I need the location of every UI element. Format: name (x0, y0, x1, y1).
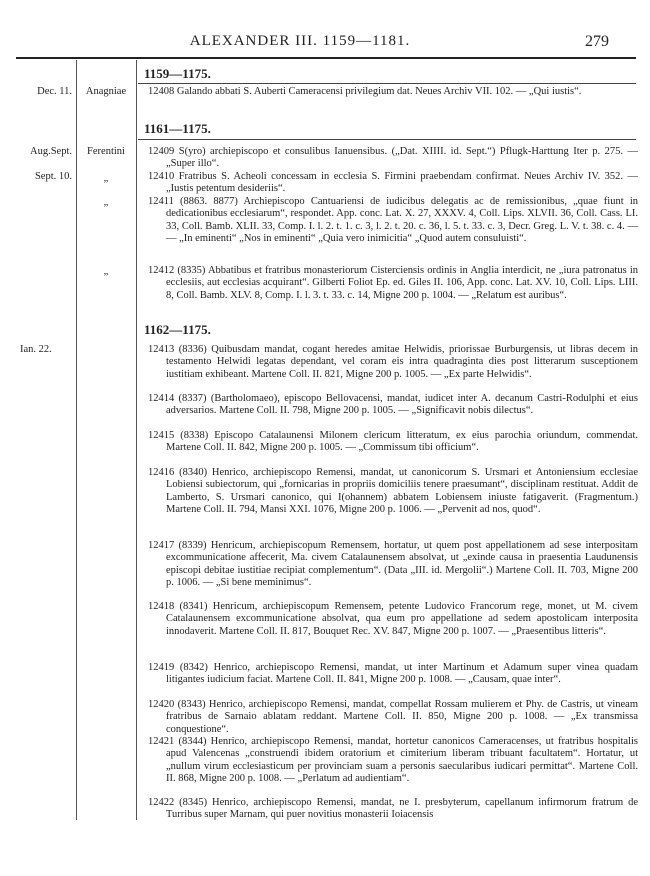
running-header (0, 0, 650, 60)
register-entry: 12421 (8344) Henrico, archiepiscopo Remensi, mandat, hortetur canonicos Cameracenses, ut fratribus hospitalis apud Valencenas „construendi ibidem oratorium et cimiterium liberam tribuant facultatem“. Hortatur, ut „nullum virum ecclesiasticum per provinciam suam a personis saecularibus iudicari permittat“. Martene Coll. II. 868, Migne 200 p. 1008. — „Perlatum ad audientiam“. (148, 736, 638, 784)
section-rule (138, 83, 636, 84)
register-entry: 12411 (8863. 8877) Archiepiscopo Cantuariensi de iudicibus delegatis ac de remissionibus, „quae fiunt in dedicationibus ecclesiarum“, respondet. App. conc. Lat. X. 27, XXXV. 4, Coll. Lips. XLVII. 36, Coll. Cass. LI. 33, Coll. Bamb. XLII. 33, Comp. I. l. 2. t. 1. c. 3, l. 2. t. 20. c. 36, l. 5. t. 33. c. 3, Decr. Greg. L. V. t. 38. c. 4. — — „In eminenti“ „Nos in eminenti“ „Quia vero inimicitia“ „Quod autem consuluisti“. (148, 196, 638, 244)
register-entry: 12422 (8345) Henrico, archiepiscopo Remensi, mandat, ne I. presbyterum, capellanum infirmorum fratrum de Turribus super Marnam, qui puer novitius monasterii Ioiacensis (148, 797, 638, 821)
section-heading: 1162—1175. (144, 322, 211, 337)
register-entry: 12420 (8343) Henrico, archiepiscopo Remensi, mandat, compellat Rossam mulierem et Phy. de Castris, ut vineam fratribus de Sarnaio ablatam reddant. Martene Coll. II. 850, Migne 200 p. 1008. — „Ex transmissa conquestione“. (148, 699, 638, 735)
register-entry: 12414 (8337) (Bartholomaeo), episcopo Bellovacensi, mandat, iudicet inter A. decanum Castri-Rodulphi et eius adversarios. Martene Coll. II. 798, Migne 200 p. 1005. — „Significavit nobis dilectus“. (148, 393, 638, 417)
section-heading: 1159—1175. (144, 66, 211, 81)
entry-date: Sept. 10. (34, 171, 72, 182)
page-number: 279 (585, 33, 609, 50)
register-entry: 12412 (8335) Abbatibus et fratribus monasteriorum Cisterciensis ordinis in Anglia interdicit, ne „iura patronatus in ecclesiis, aut ecclesias acquirant“. Gilberti Foliot Ep. ed. Giles II. 106, App. conc. Lat. XV. 10, Coll. Lips. LIII. 8, Coll. Bamb. XLV. 8, Comp. I. l. 3. t. 33. c. 14, Migne 200 p. 1004. — „Relatum est auribus“. (148, 265, 638, 301)
section-heading: 1161—1175. (144, 121, 211, 136)
entry-place: „ (103, 173, 109, 184)
register-entry: 12409 S(yro) archiepiscopo et consulibus Ianuensibus. („Dat. XIIII. id. Sept.“) Pflugk-Harttung Iter p. 275. — „Super illo“. (148, 146, 638, 170)
register-entry: 12413 (8336) Quibusdam mandat, cogant heredes amitae Helwidis, priorissae Burburgensis, ut libras decem in testamento Helwidi legatas dependant, vel coram eis intra quadraginta dies post litterarum susceptionem iustitiam exhibeant. Martene Coll. II. 821, Migne 200 p. 1005. — „Ex parte Helwidis“. (148, 344, 638, 380)
register-entry: 12417 (8339) Henricum, archiepiscopum Remensem, hortatur, ut quem post appellationem ad sese interpositam excommunicatione affecerit, Ma. civem Catalaunensem absolvat, ut „exinde causa in praesentia Laudunensis episcopi debitae iustitiae recipiat complementum“. (Data „III. id. Mergolii“.) Martene Coll. II. 703, Migne 200 p. 1006. — „Si bene meminimus“. (148, 540, 638, 588)
register-entry: 12415 (8338) Episcopo Catalaunensi Milonem clericum litteratum, ex eius parochia oriundum, commendat. Martene Coll. II. 842, Migne 200 p. 1005. — „Commissum tibi officium“. (148, 430, 638, 454)
section-rule (138, 139, 636, 140)
date-column-rule (76, 60, 77, 820)
register-entry: 12418 (8341) Henricum, archiepiscopum Remensem, petente Ludovico Francorum rege, monet, ut M. civem Catalaunensem excommunicatione absolvat, qua eum pro appellatione ad sedem apostolicam interposita innodaverit. Martene Coll. II. 817, Bouquet Rec. XV. 847, Migne 200 p. 1007. — „Praesentibus litteris“. (148, 601, 638, 637)
entry-date: Aug.Sept. (30, 146, 72, 157)
register-entry: 12408 Galando abbati S. Auberti Cameracensi privilegium dat. Neues Archiv VII. 102. — „Qui iustis“. (148, 86, 582, 97)
place-column-rule (136, 60, 137, 820)
entry-place: „ (103, 197, 109, 208)
entry-place: Anagniae (85, 86, 127, 97)
entry-place: „ (103, 266, 109, 277)
header-rule (16, 57, 636, 59)
entry-place: Ferentini (87, 146, 125, 157)
register-entry: 12410 Fratribus S. Acheoli concessam in ecclesia S. Firmini praebendam confirmat. Neues Archiv IV. 352. — „Iustis petentum desideriis“. (148, 171, 638, 195)
entry-date: Dec. 11. (37, 86, 72, 97)
register-entry: 12416 (8340) Henrico, archiepiscopo Remensi, mandat, ut canonicorum S. Ursmari et Antoniensium ecclesiae Lobiensi subiectorum, qui „fornicarias in propriis domiciliis tenere praesumant“, disciplinam restituat. Addit de Lamberto, S. Ursmari canonico, qui I(ohannem) abbatem Lobiensem iniuste fatigaverit. (Fragmentum.) Martene Coll. II. 794, Mansi XXI. 1076, Migne 200 p. 1006. — „Pervenit ad nos, quod“. (148, 467, 638, 515)
register-entry: 12419 (8342) Henrico, archiepiscopo Remensi, mandat, ut inter Martinum et Adamum super vinea quadam litigantes iudicium faciat. Martene Coll. II. 841, Migne 200 p. 1008. — „Causam, quae inter“. (148, 662, 638, 686)
entry-date: Ian. 22. (20, 344, 52, 355)
page-title: ALEXANDER III. 1159—1181. (189, 33, 411, 49)
